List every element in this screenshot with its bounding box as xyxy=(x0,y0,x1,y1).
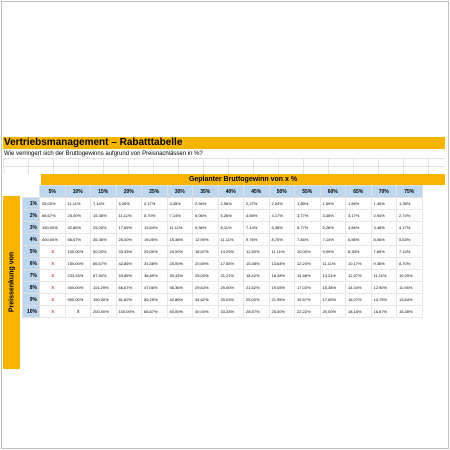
table-cell: 10,00% xyxy=(295,246,321,258)
column-header: 65% xyxy=(346,186,372,198)
row-header: 5% xyxy=(23,246,40,258)
row-header: 3% xyxy=(23,222,40,234)
discount-table xyxy=(22,185,423,318)
table-cell: 25,00% xyxy=(91,222,117,234)
table-cell: 2,04% xyxy=(269,198,295,210)
page-title: Vertriebsmanagement – Rabatttabelle xyxy=(4,137,183,148)
column-header: 10% xyxy=(65,186,91,198)
table-cell: 13,64% xyxy=(142,222,168,234)
table-cell: 100,00% xyxy=(65,246,91,258)
table-cell: 16,67% xyxy=(371,306,397,318)
table-row xyxy=(23,282,423,294)
table-cell: 21,62% xyxy=(244,282,270,294)
table-cell: 40,00% xyxy=(193,306,219,318)
table-cell: 8,11% xyxy=(218,222,244,234)
table-cell: 17,65% xyxy=(218,258,244,270)
table-cell: 15,38% xyxy=(244,258,270,270)
table-cell: 6,38% xyxy=(269,222,295,234)
table-cell: 7,69% xyxy=(371,246,397,258)
table-row xyxy=(23,234,423,246)
table-cell: 30,43% xyxy=(167,270,193,282)
table-cell: 11,11% xyxy=(65,198,91,210)
table-cell: 22,22% xyxy=(295,306,321,318)
table-cell: 2,27% xyxy=(244,198,270,210)
table-row xyxy=(23,246,423,258)
page-subtitle: Wie verringert sich der Bruttogewinns aufgrund von Preisnachlässen in %? xyxy=(4,151,203,157)
table-cell: 233,33% xyxy=(65,270,91,282)
table-cell: 3,45% xyxy=(167,198,193,210)
table-cell: 4,65% xyxy=(244,210,270,222)
table-cell: 25,00% xyxy=(167,258,193,270)
row-header: 2% xyxy=(23,210,40,222)
invalid-cell-mark: x xyxy=(65,306,91,318)
table-cell: 36,36% xyxy=(91,234,117,246)
table-cell: 14,58% xyxy=(295,270,321,282)
row-header: 4% xyxy=(23,234,40,246)
table-cell: 81,82% xyxy=(116,294,142,306)
table-cell: 9,38% xyxy=(193,222,219,234)
table-cell: 6,56% xyxy=(346,234,372,246)
row-header: 7% xyxy=(23,270,40,282)
column-header: 75% xyxy=(397,186,423,198)
table-cell: 11,11% xyxy=(167,222,193,234)
table-cell: 25,00% xyxy=(40,198,66,210)
table-cell: 11,11% xyxy=(218,234,244,246)
invalid-cell-mark: x xyxy=(40,294,66,306)
table-row xyxy=(23,294,423,306)
table-cell: 7,14% xyxy=(91,198,117,210)
table-cell: 10,17% xyxy=(346,258,372,270)
row-header: 9% xyxy=(23,294,40,306)
table-cell: 50,00% xyxy=(91,246,117,258)
table-cell: 15,38% xyxy=(167,234,193,246)
table-row xyxy=(23,270,423,282)
table-cell: 5,26% xyxy=(320,222,346,234)
table-cell: 12,90% xyxy=(193,234,219,246)
table-cell: 2,94% xyxy=(193,198,219,210)
table-cell: 33,33% xyxy=(218,306,244,318)
row-group-header: Preissenkung von xyxy=(8,251,16,313)
table-cell: 87,50% xyxy=(91,270,117,282)
table-cell: 66,67% xyxy=(91,258,117,270)
column-header: 30% xyxy=(167,186,193,198)
invalid-cell-mark: x xyxy=(40,258,66,270)
table-cell: 66,67% xyxy=(65,234,91,246)
table-cell: 2,74% xyxy=(397,210,423,222)
table-cell: 21,21% xyxy=(218,270,244,282)
table-cell: 4,17% xyxy=(269,210,295,222)
table-cell: 5,63% xyxy=(397,234,423,246)
table-cell: 400,00% xyxy=(65,282,91,294)
table-cell: 25,00% xyxy=(142,246,168,258)
table-cell: 42,86% xyxy=(65,222,91,234)
table-cell: 11,11% xyxy=(116,210,142,222)
column-header: 70% xyxy=(371,186,397,198)
table-cell: 31,58% xyxy=(142,258,168,270)
table-cell: 5,26% xyxy=(218,210,244,222)
column-header: 40% xyxy=(218,186,244,198)
table-cell: 19,05% xyxy=(269,282,295,294)
table-cell: 28,57% xyxy=(244,306,270,318)
table-cell: 19,05% xyxy=(142,234,168,246)
header-corner xyxy=(23,186,40,198)
table-cell: 12,07% xyxy=(346,270,372,282)
table-cell: 8,70% xyxy=(269,234,295,246)
table-cell: 15,38% xyxy=(320,282,346,294)
table-cell: 16,67% xyxy=(193,246,219,258)
table-cell: 25,00% xyxy=(244,294,270,306)
table-cell: 47,06% xyxy=(142,282,168,294)
table-cell: 19,57% xyxy=(295,294,321,306)
column-header: 25% xyxy=(142,186,168,198)
invalid-cell-mark: x xyxy=(40,306,66,318)
table-cell: 14,75% xyxy=(371,294,397,306)
column-header: 55% xyxy=(295,186,321,198)
table-cell: 3,45% xyxy=(320,210,346,222)
table-cell: 38,89% xyxy=(142,270,168,282)
table-cell: 2,94% xyxy=(371,210,397,222)
table-row xyxy=(23,258,423,270)
table-cell: 4,84% xyxy=(346,222,372,234)
table-cell: 9,76% xyxy=(244,234,270,246)
table-cell: 14,04% xyxy=(346,282,372,294)
column-header: 35% xyxy=(193,186,219,198)
table-cell: 25,00% xyxy=(65,210,91,222)
row-header: 6% xyxy=(23,258,40,270)
table-cell: 25,00% xyxy=(116,234,142,246)
table-cell: 16,28% xyxy=(269,270,295,282)
column-header: 5% xyxy=(40,186,66,198)
table-cell: 1,56% xyxy=(346,198,372,210)
table-cell: 7,14% xyxy=(397,246,423,258)
table-cell: 7,84% xyxy=(295,234,321,246)
table-cell: 20,69% xyxy=(193,258,219,270)
table-cell: 11,11% xyxy=(320,258,346,270)
table-cell: 25,00% xyxy=(269,306,295,318)
table-cell: 11,94% xyxy=(397,282,423,294)
invalid-cell-mark: x xyxy=(40,270,66,282)
table-cell: 66,67% xyxy=(40,210,66,222)
table-cell: 6,06% xyxy=(371,234,397,246)
column-header: 50% xyxy=(269,186,295,198)
table-cell: 4,17% xyxy=(397,222,423,234)
table-cell: 50,00% xyxy=(167,306,193,318)
table-cell: 8,70% xyxy=(142,210,168,222)
column-header: 20% xyxy=(116,186,142,198)
table-cell: 13,64% xyxy=(269,258,295,270)
row-header: 8% xyxy=(23,282,40,294)
column-header: 45% xyxy=(244,186,270,198)
table-cell: 3,77% xyxy=(295,210,321,222)
table-cell: 6,06% xyxy=(193,210,219,222)
empty-grid-area xyxy=(3,158,445,174)
table-cell: 13,21% xyxy=(320,270,346,282)
table-cell: 12,24% xyxy=(295,258,321,270)
table-cell: 20,00% xyxy=(167,246,193,258)
table-cell: 9,09% xyxy=(320,246,346,258)
table-cell: 11,11% xyxy=(269,246,295,258)
table-cell: 12,50% xyxy=(244,246,270,258)
table-cell: 15,38% xyxy=(397,306,423,318)
table-cell: 34,62% xyxy=(193,294,219,306)
invalid-cell-mark: x xyxy=(40,282,66,294)
table-cell: 53,85% xyxy=(116,270,142,282)
table-cell: 1,85% xyxy=(295,198,321,210)
table-cell: 150,00% xyxy=(65,258,91,270)
table-cell: 20,00% xyxy=(320,306,346,318)
column-group-header: Geplanter Bruttogewinn von x % xyxy=(41,174,445,185)
table-cell: 66,67% xyxy=(116,282,142,294)
table-cell: 150,00% xyxy=(91,294,117,306)
row-header: 10% xyxy=(23,306,40,318)
table-cell: 10,29% xyxy=(397,270,423,282)
table-cell: 1,35% xyxy=(397,198,423,210)
table-cell: 4,17% xyxy=(142,198,168,210)
table-cell: 200,00% xyxy=(91,306,117,318)
table-cell: 17,02% xyxy=(295,282,321,294)
table-cell: 29,63% xyxy=(193,282,219,294)
table-cell: 17,65% xyxy=(116,222,142,234)
table-cell: 33,33% xyxy=(116,246,142,258)
column-header: 15% xyxy=(91,186,117,198)
table-cell: 13,64% xyxy=(397,294,423,306)
table-cell: 56,25% xyxy=(142,294,168,306)
table-cell: 400,00% xyxy=(40,234,66,246)
table-cell: 7,14% xyxy=(320,234,346,246)
table-cell: 29,03% xyxy=(218,294,244,306)
table-cell: 16,07% xyxy=(346,294,372,306)
table-cell: 8,33% xyxy=(346,246,372,258)
table-cell: 25,00% xyxy=(193,270,219,282)
table-row xyxy=(23,222,423,234)
table-cell: 15,38% xyxy=(91,210,117,222)
table-cell: 5,26% xyxy=(116,198,142,210)
table-cell: 18,42% xyxy=(244,270,270,282)
table-cell: 2,56% xyxy=(218,198,244,210)
table-cell: 21,95% xyxy=(269,294,295,306)
table-cell: 3,17% xyxy=(346,210,372,222)
table-cell: 1,45% xyxy=(371,198,397,210)
table-cell: 42,86% xyxy=(167,294,193,306)
table-cell: 7,14% xyxy=(167,210,193,222)
table-cell: 12,90% xyxy=(371,282,397,294)
table-cell: 11,11% xyxy=(371,270,397,282)
table-cell: 4,48% xyxy=(371,222,397,234)
table-row xyxy=(23,306,423,318)
table-cell: 8,70% xyxy=(397,258,423,270)
row-header: 1% xyxy=(23,198,40,210)
table-cell: 25,00% xyxy=(218,282,244,294)
invalid-cell-mark: x xyxy=(40,246,66,258)
table-cell: 114,29% xyxy=(91,282,117,294)
table-cell: 14,29% xyxy=(218,246,244,258)
table-row xyxy=(23,210,423,222)
table-cell: 7,14% xyxy=(244,222,270,234)
table-cell: 5,77% xyxy=(295,222,321,234)
table-cell: 42,86% xyxy=(116,258,142,270)
column-header-row xyxy=(23,186,423,198)
table-cell: 9,38% xyxy=(371,258,397,270)
table-row xyxy=(23,198,423,210)
column-header: 60% xyxy=(320,186,346,198)
table-cell: 1,69% xyxy=(320,198,346,210)
table-cell: 36,36% xyxy=(167,282,193,294)
table-cell: 900,00% xyxy=(65,294,91,306)
table-cell: 18,18% xyxy=(346,306,372,318)
table-cell: 100,00% xyxy=(116,306,142,318)
table-cell: 17,65% xyxy=(320,294,346,306)
table-cell: 66,67% xyxy=(142,306,168,318)
table-cell: 150,00% xyxy=(40,222,66,234)
